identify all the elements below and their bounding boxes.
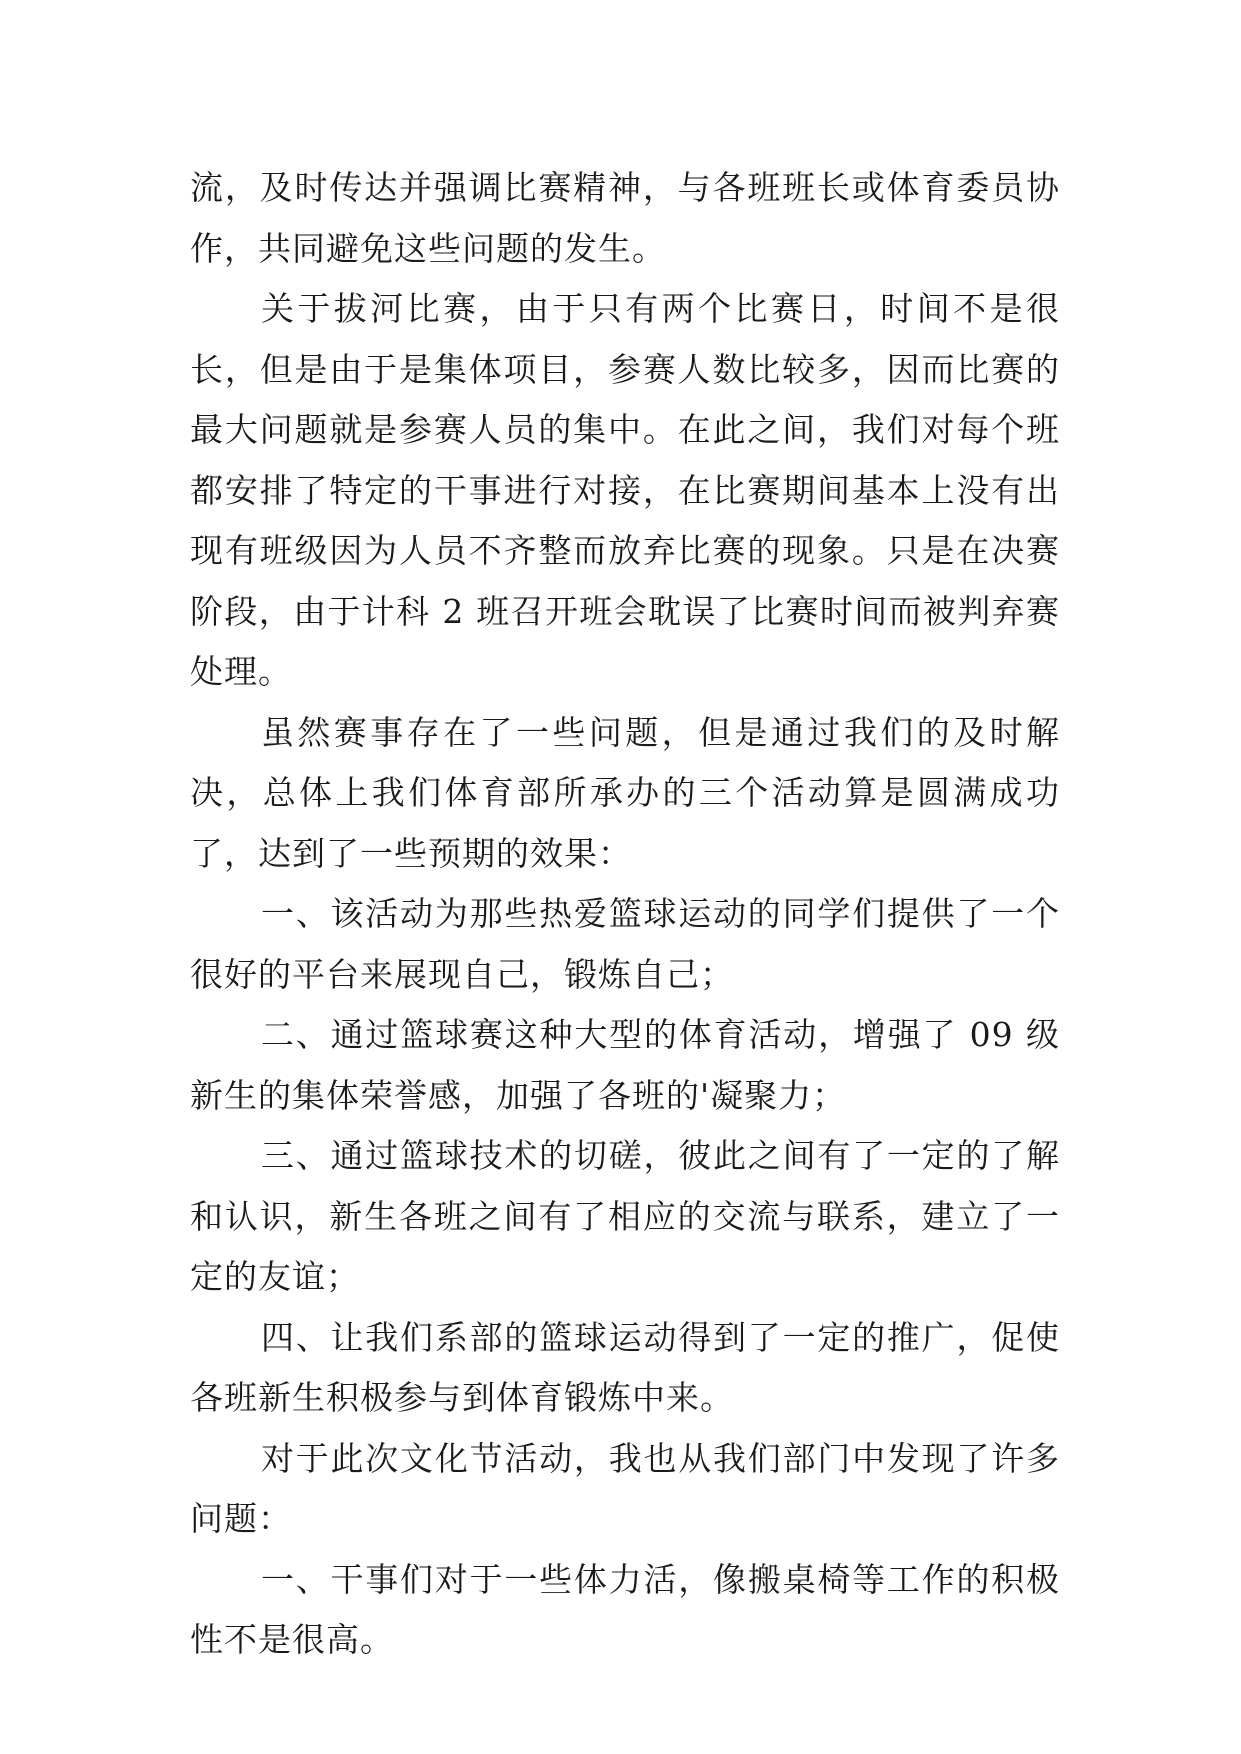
paragraph-problem-1: 一、干事们对于一些体力活，像搬桌椅等工作的积极性不是很高。 bbox=[190, 1559, 1060, 1659]
paragraph-effect-1: 一、该活动为那些热爱篮球运动的同学们提供了一个很好的平台来展现自己，锻炼自己； bbox=[190, 894, 1060, 994]
paragraph-effect-4: 四、让我们系部的篮球运动得到了一定的推广，促使各班新生积极参与到体育锻炼中来。 bbox=[190, 1317, 1060, 1417]
paragraph-tug-of-war: 关于拔河比赛，由于只有两个比赛日，时间不是很长，但是由于是集体项目，参赛人数比较多，因而比赛的最大问题就是参赛人员的集中。在此之间，我们对每个班都安排了特定的干事进行对接，在比赛期间基本上没有出现有班级因为人员不齐整而放弃比赛的现象。只是在决赛阶段，由于计科 2 班召开班会耽误了比赛时间而被判弃赛处理。 bbox=[190, 289, 1060, 691]
paragraph-summary: 虽然赛事存在了一些问题，但是通过我们的及时解决，总体上我们体育部所承办的三个活动算是圆满成功了，达到了一些预期的效果： bbox=[190, 712, 1060, 873]
paragraph-effect-3: 三、通过篮球技术的切磋，彼此之间有了一定的了解和认识，新生各班之间有了相应的交流与联系，建立了一定的友谊； bbox=[190, 1136, 1060, 1296]
paragraph-continuation: 流，及时传达并强调比赛精神，与各班班长或体育委员协作，共同避免这些问题的发生。 bbox=[190, 168, 1060, 268]
paragraph-problems-intro: 对于此次文化节活动，我也从我们部门中发现了许多问题： bbox=[190, 1438, 1060, 1538]
paragraph-effect-2: 二、通过篮球赛这种大型的体育活动，增强了 09 级新生的集体荣誉感，加强了各班的'凝聚力； bbox=[190, 1015, 1060, 1115]
document-body bbox=[190, 158, 1060, 1671]
